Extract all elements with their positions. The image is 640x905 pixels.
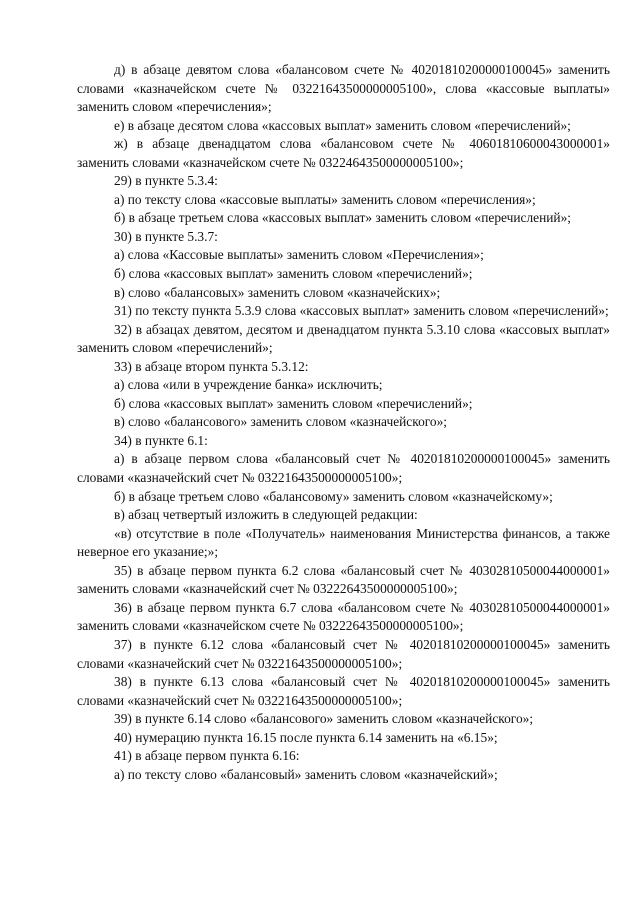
paragraph: 30) в пункте 5.3.7: <box>114 228 218 244</box>
paragraph: в) слово «балансовых» заменить словом «казначейских»; <box>114 284 441 300</box>
paragraph: 33) в абзаце втором пункта 5.3.12: <box>114 358 309 374</box>
paragraph: 31) по тексту пункта 5.3.9 слова «кассовых выплат» заменить словом «перечислений»; <box>114 303 609 319</box>
paragraph: 29) в пункте 5.3.4: <box>114 173 218 189</box>
paragraph: б) в абзаце третьем слова «кассовых выплат» заменить словом «перечислений»; <box>114 210 572 226</box>
paragraph: 36) в абзаце первом пункта 6.7 слова «балансовом счете № 40302810500044000001» заменить словами «казначейском счете № 03222643500000005100»; <box>77 599 610 634</box>
paragraph: б) в абзаце третьем слово «балансовому» заменить словом «казначейскому»; <box>114 488 553 504</box>
paragraph: 41) в абзаце первом пункта 6.16: <box>114 748 300 764</box>
paragraph: а) слова «или в учреждение банка» исключить; <box>114 377 383 393</box>
paragraph: е) в абзаце десятом слова «кассовых выплат» заменить словом «перечислений»; <box>114 117 571 133</box>
paragraph: 34) в пункте 6.1: <box>114 432 208 448</box>
paragraph: а) по тексту слова «кассовые выплаты» заменить словом «перечисления»; <box>114 191 536 207</box>
paragraph: 39) в пункте 6.14 слово «балансового» заменить словом «казначейского»; <box>114 711 534 727</box>
paragraph: д) в абзаце девятом слова «балансовом счете № 40201810200000100045» заменить словами «казначейском счете № 03221643500000005100», слова «кассовые выплаты» заменить словом «перечисления»; <box>77 62 610 115</box>
paragraph: в) слово «балансового» заменить словом «казначейского»; <box>114 414 448 430</box>
paragraph: 35) в абзаце первом пункта 6.2 слова «балансовый счет № 40302810500044000001» заменить словами «казначейский счет № 03222643500000005100»; <box>77 562 610 597</box>
paragraph: ж) в абзаце двенадцатом слова «балансовом счете № 40601810600043000001» заменить словами «казначейском счете № 03224643500000005100»; <box>77 136 610 170</box>
paragraph: 37) в пункте 6.12 слова «балансовый счет № 40201810200000100045» заменить словами «казначейский счет № 03221643500000005100»; <box>77 636 610 671</box>
paragraph: «в) отсутствие в поле «Получатель» наименования Министерства финансов, а также неверное его указание;»; <box>77 525 610 560</box>
paragraph: а) по тексту слово «балансовый» заменить словом «казначейский»; <box>114 766 498 782</box>
paragraph: б) слова «кассовых выплат» заменить словом «перечислений»; <box>114 266 473 282</box>
paragraph: 40) нумерацию пункта 16.15 после пункта 6.14 заменить на «6.15»; <box>114 729 498 745</box>
paragraph: а) в абзаце первом слова «балансовый счет № 40201810200000100045» заменить словами «казначейский счет № 03221643500000005100»; <box>77 451 610 486</box>
paragraph: а) слова «Кассовые выплаты» заменить словом «Перечисления»; <box>114 247 484 263</box>
paragraph: 32) в абзацах девятом, десятом и двенадцатом пункта 5.3.10 слова «кассовых выплат» заменить словом «перечислений»; <box>77 321 610 356</box>
paragraph: 38) в пункте 6.13 слова «балансовый счет № 40201810200000100045» заменить словами «казначейский счет № 03221643500000005100»; <box>77 674 610 708</box>
paragraph: б) слова «кассовых выплат» заменить словом «перечислений»; <box>114 395 473 411</box>
paragraph: в) абзац четвертый изложить в следующей редакции: <box>114 507 418 523</box>
